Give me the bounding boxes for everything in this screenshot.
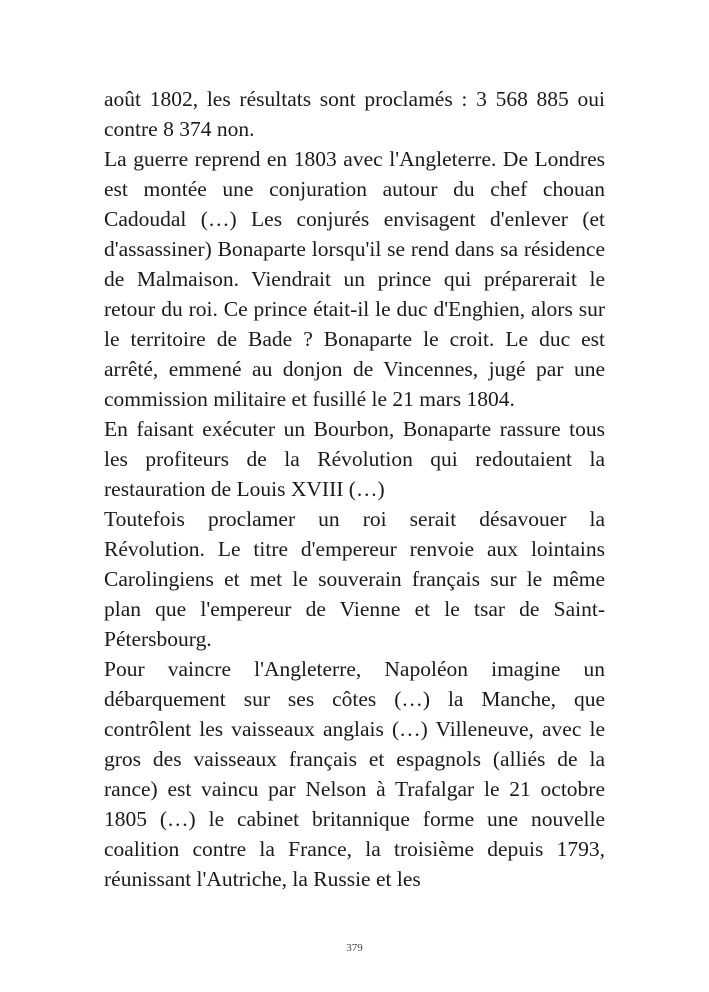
body-text bbox=[104, 84, 605, 894]
paragraph-bourbon-execution: En faisant exécuter un Bourbon, Bonaparte rassure tous les profiteurs de la Révolution qui redoutaient la restauration de Louis XVIII (…) bbox=[104, 417, 605, 501]
paragraph-empire-title: Toutefois proclamer un roi serait désavouer la Révolution. Le titre d'empereur renvoie aux lointains Carolingiens et met le souverain français sur le même plan que l'empereur de Vienne et le tsar de Saint-Pétersbourg. bbox=[104, 507, 605, 651]
paragraph-trafalgar: Pour vaincre l'Angleterre, Napoléon imagine un débarquement sur ses côtes (…) la Manche, que contrôlent les vaisseaux anglais (…) Villeneuve, avec le gros des vaisseaux français et espagnols (alliés de la rance) est vaincu par Nelson à Trafalgar le 21 octobre 1805 (…) le cabinet britannique forme une nouvelle coalition contre la France, la troisième depuis 1793, réunissant l'Autriche, la Russie et les bbox=[104, 657, 605, 891]
paragraph-cadoudal-conspiracy: La guerre reprend en 1803 avec l'Angleterre. De Londres est montée une conjuration autour du chef chouan Cadoudal (…) Les conjurés envisagent d'enlever (et d'assassiner) Bonaparte lorsqu'il se rend dans sa résidence de Malmaison. Viendrait un prince qui préparerait le retour du roi. Ce prince était-il le duc d'Enghien, alors sur le territoire de Bade ? Bonaparte le croit. Le duc est arrêté, emmené au donjon de Vincennes, jugé par une commission militaire et fusillé le 21 mars 1804. bbox=[104, 147, 605, 411]
page-number: 379 bbox=[346, 942, 363, 954]
paragraph-plebiscite: août 1802, les résultats sont proclamés : 3 568 885 oui contre 8 374 non. bbox=[104, 87, 605, 141]
